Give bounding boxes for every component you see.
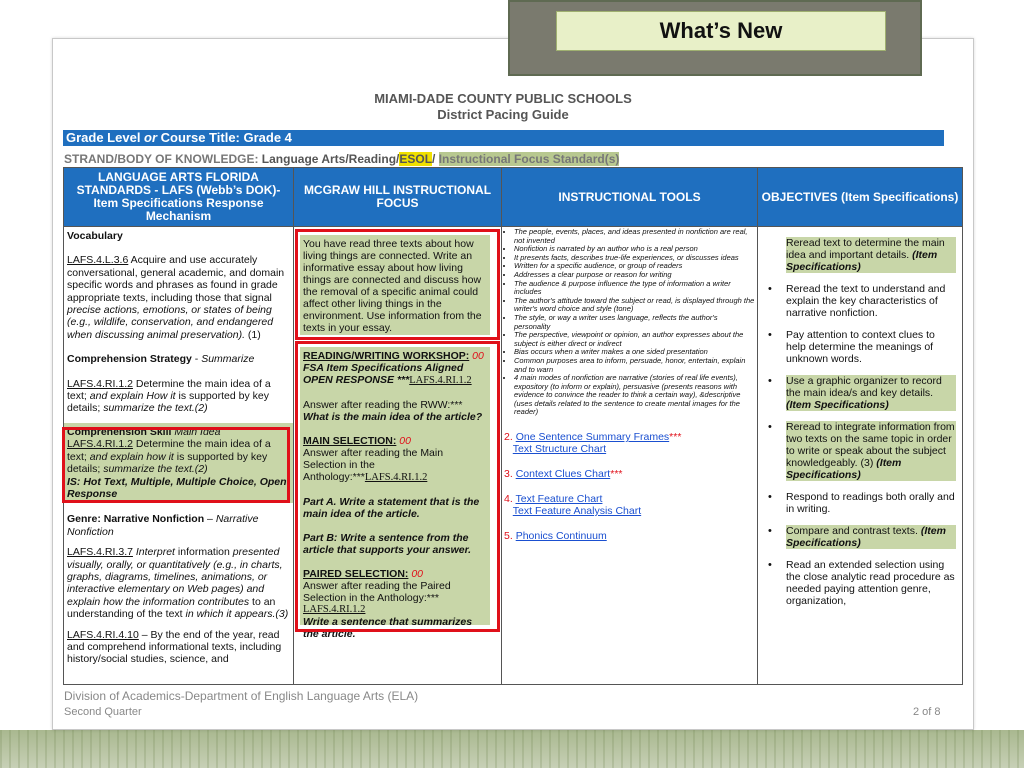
- link5-num: 5.: [504, 530, 513, 543]
- tool-bullet: • Nonfiction is narrated by an author who is a real person: [514, 245, 755, 254]
- ri410-standard: [67, 629, 290, 666]
- objective-main: Pay attention to context clues to help determine the meanings of unknown words.: [786, 329, 935, 365]
- tools-cell: [502, 227, 758, 685]
- link-text-structure-chart[interactable]: Text Structure Chart: [512, 443, 607, 456]
- ri37-italic: presented visually, orally, or quantitatively (e.g., in charts, graphs, diagrams, timelines, animations, or interactive elementary on Web pages) and explain how the information contributes: [67, 546, 283, 608]
- bullet-icon: •: [768, 559, 772, 571]
- objective-item: [768, 559, 956, 607]
- objectives-cell: [758, 227, 963, 685]
- link-phonics-continuum[interactable]: Phonics Continuum: [515, 530, 607, 543]
- strand-subject: Language Arts/Reading/: [261, 152, 400, 166]
- rw-question: What is the main idea of the article?: [303, 411, 483, 423]
- lafs-cell: [64, 227, 294, 685]
- ri12-code: LAFS.4.RI.1.2: [67, 377, 133, 390]
- ps-task: Write a sentence that summarizes the article.: [303, 616, 473, 640]
- ri12b-code: LAFS.4.RI.1.2: [67, 438, 133, 451]
- ri37-text-b: to an understanding of the text: [67, 595, 276, 621]
- footer-quarter: Second Quarter: [64, 706, 142, 718]
- objective-main: Use a graphic organizer to record the main idea/s and key details.: [786, 375, 942, 399]
- ri37-text-a: information: [174, 546, 233, 559]
- ri12-text-c: is supported by key details;: [67, 390, 269, 415]
- tool-bullet: • Written for a specific audience, or group of readers: [514, 262, 755, 271]
- ps-title: PAIRED SELECTION:: [303, 568, 409, 580]
- link3-stars: ***: [610, 468, 623, 481]
- rw-line1: FSA Item Specifications Aligned OPEN RESPONSE ***: [303, 362, 464, 386]
- strand-esol: ESOL: [399, 152, 433, 166]
- link-context-clues-chart[interactable]: Context Clues Chart: [515, 468, 611, 481]
- grade-or: or: [144, 130, 158, 145]
- objective-text: [786, 525, 956, 549]
- highlight-frame-comp-skill: [62, 427, 290, 503]
- objective-spec: (Item Specifications): [786, 249, 938, 273]
- rw-code: LAFS.4.RI.1.2: [409, 375, 472, 386]
- item-spec-line: IS: Hot Text, Multiple, Multiple Choice, Open Response: [67, 475, 287, 500]
- vocab-title: Vocabulary: [67, 230, 123, 242]
- tool-bullet: • 4 main modes of nonfiction are narrative (stories of real life events), expository (to inform or explain), persuasive (presents reasons with evidence to convince the reader to think a certain way), &descriptive (uses details related to the sentence to create mental images for the reader): [514, 374, 755, 417]
- objective-item: [768, 525, 956, 549]
- vocab-text: Acquire and use accurately conversational, general academic, and domain specific words and phrases as found in grade appropriate texts, including those that signal: [67, 254, 285, 304]
- highlight-frame-workshop: [295, 341, 500, 632]
- ri12-text-d: summarize the text.(2): [103, 402, 208, 415]
- ms-line: Answer after reading the Main Selection in the Anthology:***: [303, 447, 444, 483]
- objective-item: [768, 237, 956, 273]
- link-one-sentence-summary[interactable]: One Sentence Summary Frames: [515, 431, 670, 444]
- vocab-code: LAFS.4.L.3.6: [67, 254, 129, 267]
- column-header-lafs: LANGUAGE ARTS FLORIDA STANDARDS - LAFS (Webb’s DOK)-Item Specifications Response Mechanism: [64, 168, 294, 227]
- genre-line: [67, 513, 290, 538]
- document-header: [53, 91, 953, 123]
- genre-value: Narrative Nonfiction: [67, 513, 259, 538]
- objective-item: [768, 421, 956, 481]
- comp-strategy: [67, 353, 290, 365]
- tool-bullet: • The perspective, viewpoint or opinion, an author expresses about the subject is either direct or indirect: [514, 331, 755, 348]
- objective-spec: (Item Specifications): [786, 399, 889, 411]
- column-header-tools: INSTRUCTIONAL TOOLS: [502, 168, 758, 227]
- strand-ifs: Instructional Focus Standard(s): [438, 152, 620, 166]
- ri37-italic2: in which it appears.(3): [185, 608, 289, 621]
- objective-main: Reread to integrate information from two texts on the same topic in order to write or speak about the subject knowledgeably. (3): [786, 421, 955, 469]
- mcgraw-cell: [294, 227, 502, 685]
- intro-prompt: You have read three texts about how living things are connected. Write an informative essay about how living things are connected and discuss how the removal of a specific animal could affect other living things in the environment. Use information from the texts in your essay.: [300, 235, 490, 335]
- ri12-standard: [67, 378, 290, 415]
- bullet-icon: •: [768, 375, 772, 387]
- ri12b-text-c: is supported by key details;: [67, 450, 268, 476]
- tool-bullet: • It presents facts, describes true-life experiences, or discusses ideas: [514, 254, 755, 263]
- comp-strategy-value: Summarize: [201, 353, 255, 366]
- tools-bullet-list: [504, 228, 755, 417]
- ri37-interpret: Interpret: [132, 546, 175, 559]
- vocab-end: (1): [245, 328, 261, 341]
- tool-bullet: • Common purposes area to inform, persuade, honor, entertain, explain and to warn: [514, 357, 755, 374]
- grade-level-bar: [63, 130, 944, 146]
- highlight-frame-intro: [295, 229, 500, 340]
- grade-suffix: Course Title: Grade 4: [157, 130, 292, 145]
- bullet-icon: •: [768, 329, 772, 341]
- ms-title: MAIN SELECTION:: [303, 435, 397, 447]
- ri37-code: LAFS.4.RI.3.7: [67, 546, 133, 559]
- comp-skill-label: Comprehension Skill: [67, 425, 172, 438]
- ri410-code: LAFS.4.RI.4.10: [67, 628, 139, 641]
- objective-spec: (Item Specifications): [786, 457, 902, 481]
- ms-part-b: Part B: Write a sentence from the article that supports your answer.: [303, 532, 472, 556]
- link3-num: 3.: [504, 468, 513, 481]
- strand-line: [64, 152, 619, 166]
- strand-separator: /: [432, 152, 439, 166]
- ri410-text: – By the end of the year, read and comprehend informational texts, including history/social studies, science, and: [67, 628, 282, 666]
- ri12-text-a: Determine the main idea of a text;: [67, 377, 271, 403]
- bullet-icon: •: [768, 283, 772, 295]
- objective-spec: (Item Specifications): [786, 525, 946, 549]
- link-text-feature-analysis-chart[interactable]: Text Feature Analysis Chart: [512, 505, 642, 518]
- ps-code: LAFS.4.RI.1.2: [303, 604, 366, 615]
- grade-prefix: Grade Level: [66, 130, 145, 145]
- objective-item: [768, 283, 956, 319]
- bullet-icon: •: [768, 421, 772, 433]
- tool-bullet: • The audience & purpose influence the type of information a writer includes: [514, 280, 755, 297]
- column-header-objectives: OBJECTIVES (Item Specifications): [758, 168, 963, 227]
- ms-num: 00: [396, 435, 411, 447]
- comp-strategy-label: Comprehension Strategy: [67, 353, 192, 366]
- strand-label: STRAND/BODY OF KNOWLEDGE:: [64, 152, 262, 166]
- objective-text: [786, 283, 956, 319]
- slide-bottom-stripes: [0, 730, 1024, 768]
- genre-sep: –: [204, 513, 216, 526]
- objective-main: Reread the text to understand and explain the key characteristics of narrative nonfiction.: [786, 283, 946, 319]
- ms-part-a: Part A. Write a statement that is the main idea of the article.: [303, 496, 480, 520]
- footer-division: Division of Academics-Department of English Language Arts (ELA): [64, 689, 419, 703]
- whats-new-banner: [508, 0, 922, 76]
- tool-bullet: • Addresses a clear purpose or reason for writing: [514, 271, 755, 280]
- page-number: 2 of 8: [913, 706, 941, 718]
- ri12b-text-d: summarize the text.(2): [103, 463, 208, 476]
- objective-main: Read an extended selection using the close analytic read procedure as needed paying attention genre, organization,: [786, 559, 955, 607]
- pacing-guide-document: [52, 38, 974, 730]
- rw-title: READING/WRITING WORKSHOP:: [303, 350, 470, 362]
- objective-text: [786, 329, 956, 365]
- objective-item: [768, 491, 956, 515]
- rw-num: 00: [469, 350, 484, 362]
- ri37-standard: [67, 546, 290, 620]
- comp-skill-value: Main Idea: [171, 425, 221, 438]
- pacing-table: [63, 167, 963, 685]
- bullet-icon: •: [768, 525, 772, 537]
- objective-text: [786, 375, 956, 411]
- vocab-standard: [67, 254, 290, 341]
- tool-bullet: • The people, events, places, and ideas presented in nonfiction are real, not invented: [514, 228, 755, 245]
- objective-text: [786, 491, 956, 515]
- ms-code: LAFS.4.RI.1.2: [364, 472, 428, 483]
- link2-stars: ***: [669, 431, 682, 444]
- objective-item: [768, 375, 956, 411]
- genre-label: Genre: Narrative Nonfiction: [67, 513, 205, 526]
- column-header-mcgraw: MCGRAW HILL INSTRUCTIONAL FOCUS: [294, 168, 502, 227]
- tool-bullet: • The author's attitude toward the subject or read, is displayed through the writer's word choice and style (tone): [514, 297, 755, 314]
- objective-text: [786, 237, 956, 273]
- ps-num: 00: [408, 568, 424, 580]
- objective-main: Reread text to determine the main idea and important details.: [786, 237, 945, 261]
- objective-main: Respond to readings both orally and in writing.: [786, 491, 955, 515]
- ps-line: Answer after reading the Paired Selection in the Anthology:***: [303, 580, 451, 604]
- district-name: MIAMI-DADE COUNTY PUBLIC SCHOOLS: [374, 91, 632, 106]
- comp-strategy-sep: -: [191, 353, 202, 366]
- guide-name: District Pacing Guide: [437, 107, 569, 122]
- tool-bullet: • Bias occurs when a writer makes a one sided presentation: [514, 348, 755, 357]
- vocab-block: [67, 230, 290, 242]
- objective-main: Compare and contrast texts.: [786, 525, 918, 537]
- bullet-icon: [768, 237, 786, 273]
- slide-title: What’s New: [556, 11, 886, 51]
- ri12b-text-b: and explain how it: [89, 450, 174, 463]
- objective-text: [786, 421, 956, 481]
- link-text-feature-chart[interactable]: Text Feature Chart: [515, 493, 603, 506]
- objective-item: [768, 329, 956, 365]
- tool-bullet: • The style, or way a writer uses language, reflects the author's personality: [514, 314, 755, 331]
- ri12-text-b: and explain How it: [89, 390, 176, 403]
- vocab-italic: precise actions, emotions, or states of being (e.g., wildlife, conservation, and endangered when discussing animal preservation).: [67, 304, 274, 341]
- objective-text: [786, 559, 956, 607]
- ri12b-text-a: Determine the main idea of a text;: [67, 438, 271, 463]
- link4-num: 4.: [504, 493, 513, 506]
- objectives-list: [758, 227, 962, 607]
- bullet-icon: •: [768, 491, 772, 503]
- link2-num: 2.: [504, 431, 513, 444]
- tool-links: [504, 431, 755, 542]
- rw-line2: Answer after reading the RWW:***: [303, 399, 463, 411]
